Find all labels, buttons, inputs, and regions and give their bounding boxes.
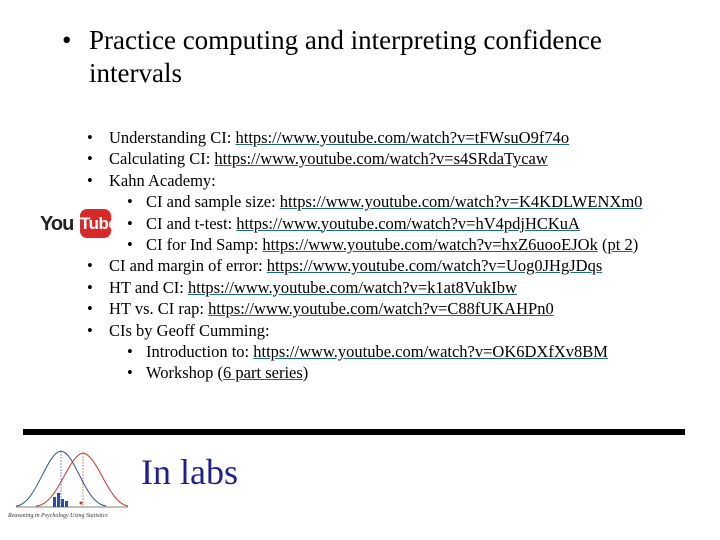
- bullet: •: [87, 170, 93, 190]
- item-label: Workshop (: [146, 363, 224, 383]
- video-link[interactable]: https://www.youtube.com/watch?v=Uog0JHgJDqs: [266, 256, 603, 276]
- bullet: •: [127, 363, 133, 383]
- item-label: CI and margin of error:: [109, 256, 267, 276]
- video-link[interactable]: https://www.youtube.com/watch?v=OK6DXfXv8BM: [253, 342, 608, 362]
- list-item: [0, 362, 642, 383]
- bullet: •: [87, 256, 93, 276]
- item-suffix: ): [632, 235, 639, 255]
- resource-list: [0, 127, 642, 384]
- list-item: [0, 127, 642, 148]
- item-label: Calculating CI:: [109, 149, 215, 169]
- item-label: Introduction to:: [146, 342, 254, 362]
- in-labs-heading: In labs: [141, 452, 238, 492]
- thumb-bar: [61, 499, 64, 507]
- video-link[interactable]: https://www.youtube.com/watch?v=C88fUKAHPn0: [208, 299, 554, 319]
- item-suffix: (: [597, 235, 608, 255]
- item-suffix: ): [302, 363, 309, 383]
- video-link[interactable]: https://www.youtube.com/watch?v=s4SRdaTycaw: [214, 149, 548, 169]
- bullet: •: [87, 149, 93, 169]
- list-item: [0, 341, 642, 362]
- bullet: •: [87, 277, 93, 297]
- item-label: Kahn Academy:: [109, 170, 216, 190]
- item-label: Understanding CI:: [109, 128, 236, 147]
- bullet: •: [87, 299, 93, 319]
- item-label: CIs by Geoff Cumming:: [109, 320, 270, 340]
- list-item: [0, 170, 642, 191]
- youtube-logo: [40, 209, 118, 239]
- bullet: •: [127, 192, 133, 212]
- item-label: CI for Ind Samp:: [146, 235, 263, 255]
- item-label: HT and CI:: [109, 277, 188, 297]
- list-item: [0, 255, 642, 276]
- thumb-bar: [57, 493, 60, 507]
- youtube-logo-you: You: [40, 213, 74, 235]
- bullet: •: [127, 342, 133, 362]
- list-item: [0, 148, 642, 169]
- slide-heading: Practice computing and interpreting confidence intervals: [89, 25, 602, 88]
- distribution-thumbnail: [6, 443, 136, 521]
- thumb-bar: [53, 497, 56, 507]
- video-link[interactable]: https://www.youtube.com/watch?v=tFWsuO9f74o: [235, 128, 570, 147]
- youtube-logo-tube: Tube: [80, 209, 111, 238]
- main-bullet: •: [62, 25, 72, 55]
- video-link[interactable]: https://www.youtube.com/watch?v=k1at8VukIbw: [187, 277, 517, 297]
- video-link[interactable]: https://www.youtube.com/watch?v=hV4pdjHCKuA: [236, 213, 580, 233]
- item-label: HT vs. CI rap:: [109, 299, 209, 319]
- list-item: [0, 320, 642, 341]
- video-link[interactable]: 6 part series: [223, 363, 303, 383]
- divider-rule: [23, 429, 685, 435]
- video-link[interactable]: https://www.youtube.com/watch?v=hxZ6uooEJOk: [262, 235, 598, 255]
- list-item: [0, 298, 642, 319]
- bullet: •: [127, 213, 133, 233]
- bullet: •: [127, 235, 133, 255]
- thumbnail-caption: Reasoning in Psychology Using Statistics: [8, 513, 108, 519]
- item-label: CI and t-test:: [146, 213, 237, 233]
- video-link-part2[interactable]: pt 2: [607, 235, 633, 255]
- bullet: •: [87, 320, 93, 340]
- thumb-dot: [80, 502, 83, 505]
- video-link[interactable]: https://www.youtube.com/watch?v=K4KDLWENXm0: [279, 192, 643, 212]
- bullet: •: [87, 128, 93, 147]
- list-item: [0, 277, 642, 298]
- thumb-bar: [65, 501, 68, 507]
- item-label: CI and sample size:: [146, 192, 280, 212]
